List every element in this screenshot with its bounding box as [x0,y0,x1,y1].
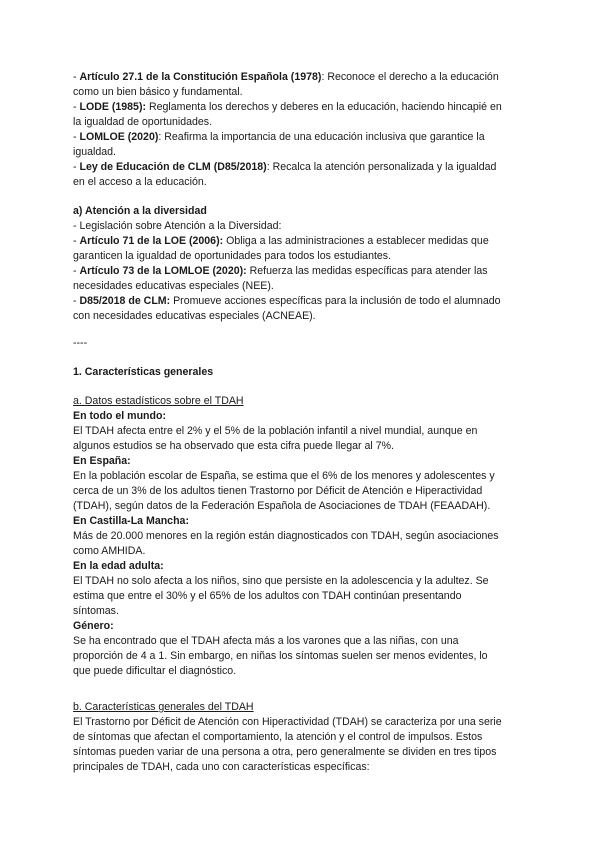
list-item-cont: la igualdad de oportunidades. [73,116,213,128]
diversity-section [73,204,533,324]
statistics-section [73,394,533,679]
stat-line: síntomas. [73,605,119,617]
stat-line: Se ha encontrado que el TDAH afecta más a los varones que a las niñas, con una [73,635,459,647]
stat-heading: En todo el mundo: [73,410,166,422]
stat-line: que puede dificultar el diagnóstico. [73,665,237,677]
list-item-cont: en el acceso a la educación. [73,176,207,188]
subsection-title: a. Datos estadísticos sobre el TDAH [73,395,244,407]
stat-line: estima que entre el 30% y el 65% de los adultos con TDAH continúan presentando [73,590,462,602]
list-item-cont: garanticen la igualdad de oportunidades para todos los estudiantes. [73,250,392,262]
list-item: - Artículo 71 de la LOE (2006): Obliga a las administraciones a establecer medidas que [73,235,489,247]
list-item: - Artículo 27.1 de la Constitución Española (1978): Reconoce el derecho a la educación [73,71,499,83]
section-title-block [73,365,533,380]
list-item: - D85/2018 de CLM: Promueve acciones específicas para la inclusión de todo el alumnado [73,295,501,307]
list-item-cont: necesidades educativas especiales (NEE). [73,280,274,292]
stat-heading: En España: [73,455,131,467]
stat-line: En la población escolar de España, se estima que el 6% de los menores y adolescentes y [73,470,495,482]
stat-line: como AMHIDA. [73,545,146,557]
stat-line: cerca de un 3% de los adultos tienen Trastorno por Déficit de Atención e Hiperactividad [73,485,483,497]
list-item-cont: con necesidades educativas especiales (ACNEAE). [73,310,316,322]
list-item: - LOMLOE (2020): Reafirma la importancia de una educación inclusiva que garantice la [73,131,485,143]
separator [73,336,533,351]
stat-line: (TDAH), según datos de la Federación Española de Asociaciones de TDAH (FEAADAH). [73,500,491,512]
list-item: - LODE (1985): Reglamenta los derechos y deberes en la educación, haciendo hincapié en [73,101,502,113]
diversity-heading: a) Atención a la diversidad [73,205,207,217]
paragraph-line: El Trastorno por Déficit de Atención con Hiperactividad (TDAH) se caracteriza por una serie [73,716,502,728]
separator-text: ---- [73,337,88,349]
subsection-title: b. Características generales del TDAH [73,701,254,713]
list-item: - Ley de Educación de CLM (D85/2018): Recalca la atención personalizada y la igualdad [73,161,497,173]
diversity-intro: - Legislación sobre Atención a la Diversidad: [73,220,282,232]
stat-line: Más de 20.000 menores en la región están diagnosticados con TDAH, según asociaciones [73,530,499,542]
list-item: - Artículo 73 de la LOMLOE (2020): Refuerza las medidas específicas para atender las [73,265,488,277]
stat-heading: En Castilla-La Mancha: [73,515,189,527]
stat-heading: Género: [73,620,114,632]
stat-line: proporción de 4 a 1. Sin embargo, en niñas los síntomas suelen ser menos evidentes, lo [73,650,488,662]
stat-line: El TDAH afecta entre el 2% y el 5% de la población infantil a nivel mundial, aunque en [73,425,478,437]
paragraph-line: síntomas pueden variar de una persona a otra, pero generalmente se dividen en tres tipos [73,746,497,758]
stat-line: algunos estudios se ha observado que esta cifra puede llegar al 7%. [73,440,394,452]
paragraph-line: de síntomas que afectan el comportamiento, la atención y el control de impulsos. Estos [73,731,483,743]
characteristics-section [73,700,533,775]
stat-heading: En la edad adulta: [73,560,164,572]
section-title: 1. Características generales [73,366,214,378]
stat-line: El TDAH no solo afecta a los niños, sino que persiste en la adolescencia y la adultez. Se [73,575,489,587]
paragraph-line: principales de TDAH, cada uno con características específicas: [73,761,370,773]
list-item-cont: igualdad. [73,146,117,158]
list-item-cont: como un bien básico y fundamental. [73,86,243,98]
legal-list [73,70,533,190]
